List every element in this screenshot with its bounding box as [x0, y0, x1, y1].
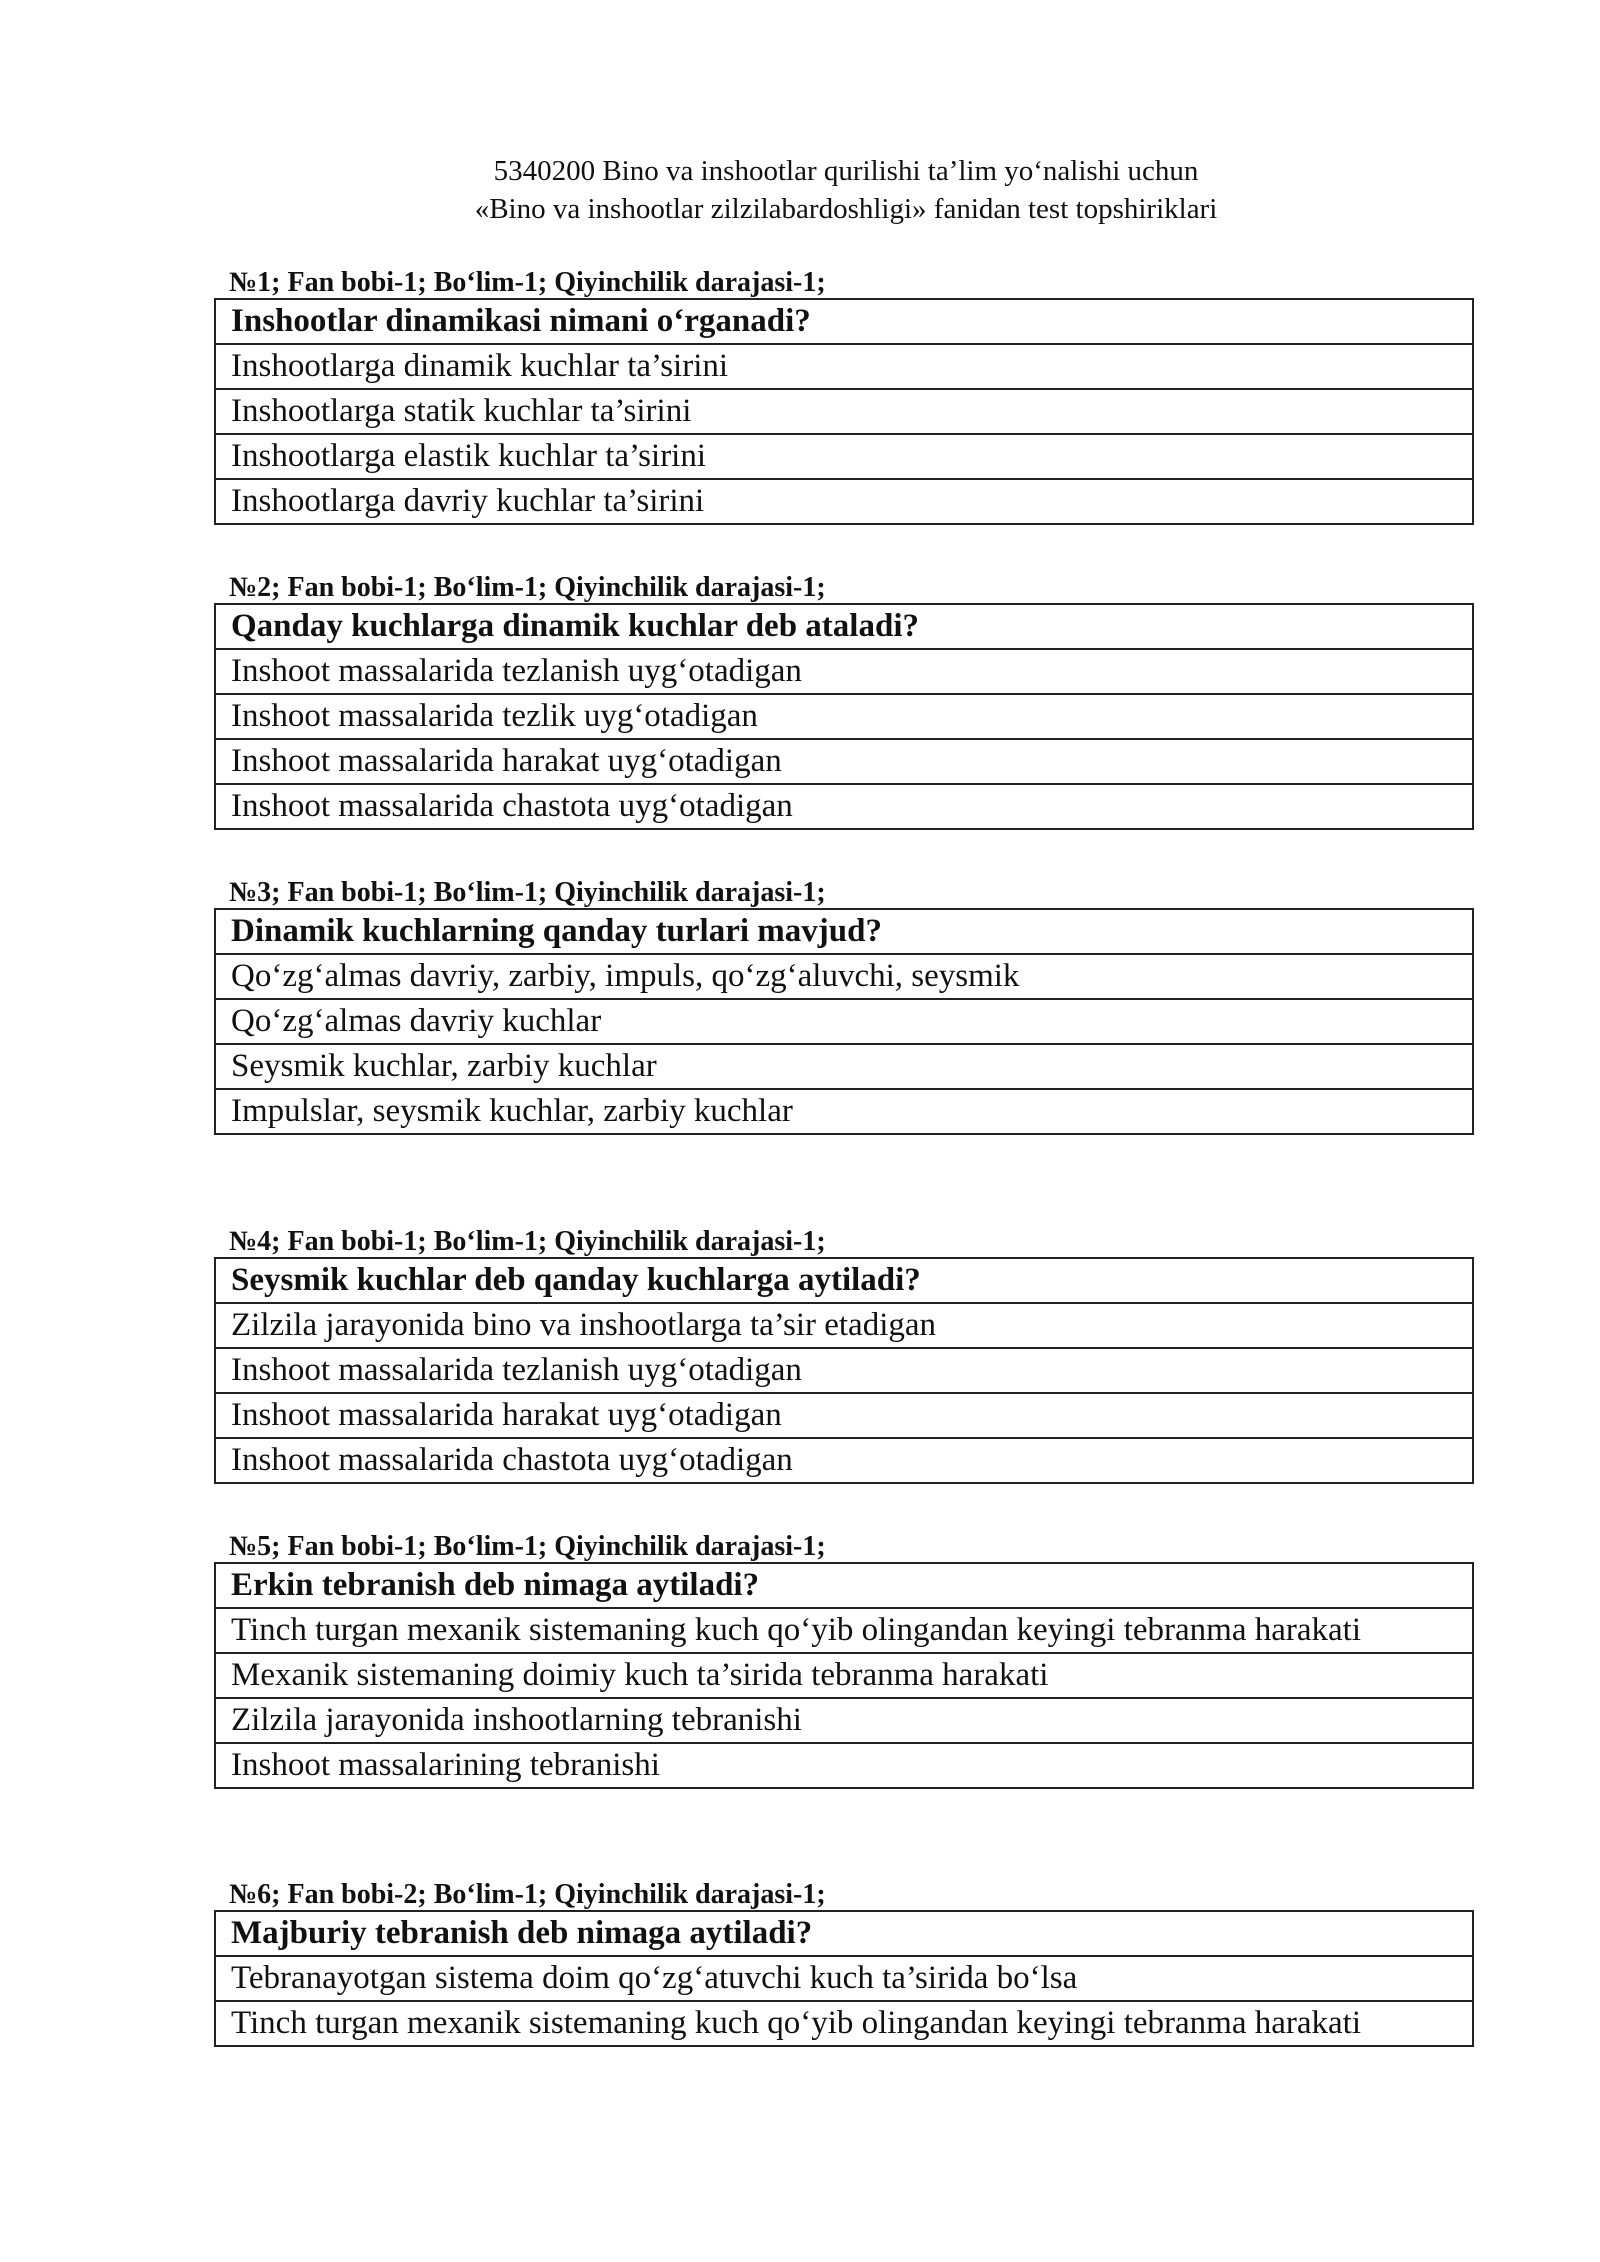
answer-option: Qo‘zg‘almas davriy, zarbiy, impuls, qo‘zg‘aluvchi, seysmik [215, 954, 1473, 999]
answer-option: Seysmik kuchlar, zarbiy kuchlar [215, 1044, 1473, 1089]
answer-option: Zilzila jarayonida bino va inshootlarga ta’sir etadigan [215, 1303, 1473, 1348]
answer-option: Inshoot massalarida harakat uyg‘otadigan [215, 1393, 1473, 1438]
question-meta: №1; Fan bobi-1; Bo‘lim-1; Qiyinchilik darajasi-1; [229, 267, 826, 298]
answer-option: Inshootlarga davriy kuchlar ta’sirini [215, 479, 1473, 524]
header-line-2: «Bino va inshootlar zilzilabardoshligi» fanidan test topshiriklari [474, 193, 1218, 225]
answer-option: Mexanik sistemaning doimiy kuch ta’sirida tebranma harakati [215, 1653, 1473, 1698]
answer-option: Qo‘zg‘almas davriy kuchlar [215, 999, 1473, 1044]
answer-option: Inshootlarga statik kuchlar ta’sirini [215, 389, 1473, 434]
answer-option: Inshoot massalarida tezlanish uyg‘otadigan [215, 1348, 1473, 1393]
question-block-4 [214, 1227, 1474, 1484]
document-header [0, 152, 1600, 228]
question-meta: №6; Fan bobi-2; Bo‘lim-1; Qiyinchilik darajasi-1; [229, 1879, 826, 1910]
question-table [214, 298, 1474, 525]
question-text: Inshootlar dinamikasi nimani o‘rganadi? [215, 299, 1473, 344]
question-block-1 [214, 268, 1474, 525]
question-text: Qanday kuchlarga dinamik kuchlar deb ataladi? [215, 604, 1473, 649]
question-table [214, 1562, 1474, 1789]
question-meta: №3; Fan bobi-1; Bo‘lim-1; Qiyinchilik darajasi-1; [229, 877, 826, 908]
question-text: Erkin tebranish deb nimaga aytiladi? [215, 1563, 1473, 1608]
question-meta: №2; Fan bobi-1; Bo‘lim-1; Qiyinchilik darajasi-1; [229, 572, 826, 603]
answer-option: Inshoot massalarida harakat uyg‘otadigan [215, 739, 1473, 784]
question-block-2 [214, 573, 1474, 830]
answer-option: Inshootlarga elastik kuchlar ta’sirini [215, 434, 1473, 479]
question-text: Majburiy tebranish deb nimaga aytiladi? [215, 1911, 1473, 1956]
question-text: Dinamik kuchlarning qanday turlari mavjud? [215, 909, 1473, 954]
answer-option: Tinch turgan mexanik sistemaning kuch qo‘yib olingandan keyingi tebranma harakati [215, 1608, 1473, 1653]
answer-option: Inshoot massalarida tezlanish uyg‘otadigan [215, 649, 1473, 694]
question-table [214, 603, 1474, 830]
answer-option: Inshoot massalarining tebranishi [215, 1743, 1473, 1788]
answer-option: Inshootlarga dinamik kuchlar ta’sirini [215, 344, 1473, 389]
header-line-1: 5340200 Bino va inshootlar qurilishi ta’lim yo‘nalishi uchun [493, 155, 1199, 187]
answer-option: Impulslar, seysmik kuchlar, zarbiy kuchlar [215, 1089, 1473, 1134]
question-block-5 [214, 1532, 1474, 1789]
question-text: Seysmik kuchlar deb qanday kuchlarga aytiladi? [215, 1258, 1473, 1303]
question-meta: №4; Fan bobi-1; Bo‘lim-1; Qiyinchilik darajasi-1; [229, 1226, 826, 1257]
answer-option: Zilzila jarayonida inshootlarning tebranishi [215, 1698, 1473, 1743]
question-table [214, 1257, 1474, 1484]
answer-option: Tebranayotgan sistema doim qo‘zg‘atuvchi kuch ta’sirida bo‘lsa [215, 1956, 1473, 2001]
answer-option: Inshoot massalarida chastota uyg‘otadigan [215, 1438, 1473, 1483]
question-block-6 [214, 1880, 1474, 2047]
question-block-3 [214, 878, 1474, 1135]
answer-option: Inshoot massalarida tezlik uyg‘otadigan [215, 694, 1473, 739]
question-table [214, 908, 1474, 1135]
answer-option: Tinch turgan mexanik sistemaning kuch qo‘yib olingandan keyingi tebranma harakati [215, 2001, 1473, 2046]
question-table [214, 1910, 1474, 2047]
question-meta: №5; Fan bobi-1; Bo‘lim-1; Qiyinchilik darajasi-1; [229, 1531, 826, 1562]
answer-option: Inshoot massalarida chastota uyg‘otadigan [215, 784, 1473, 829]
